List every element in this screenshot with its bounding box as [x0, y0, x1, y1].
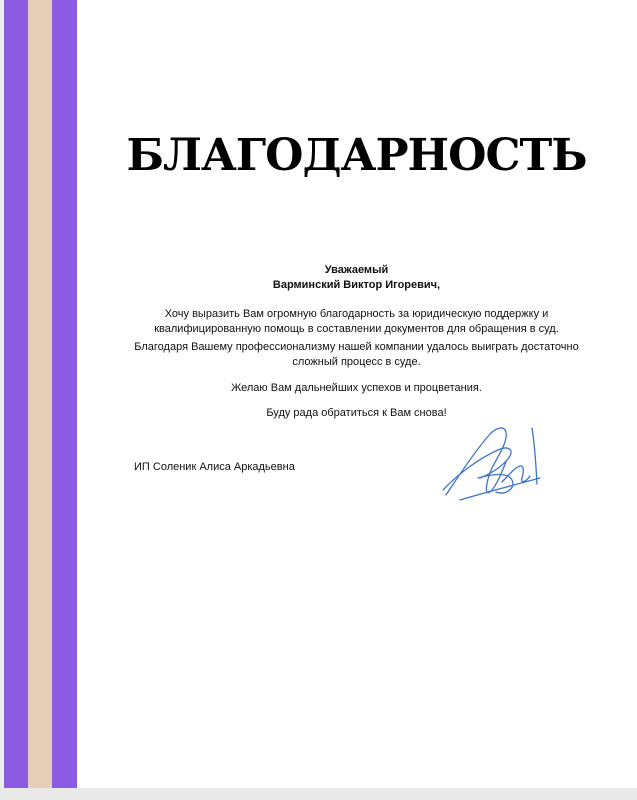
paragraph-1-line-2: квалифицированную помощь в составлении документов для обращения в суд.	[154, 323, 559, 335]
signature-icon	[440, 420, 550, 505]
paragraph-closing: Буду рада обратиться к Вам снова!	[266, 407, 447, 419]
decorative-stripe-purple-right	[52, 0, 77, 788]
document-title: БЛАГОДАРНОСТЬ	[126, 130, 587, 181]
greeting	[95, 263, 618, 293]
paragraph-2-line-1: Благодаря Вашему профессионализму нашей компании удалось выиграть достаточно	[134, 341, 579, 353]
paragraph-gratitude	[95, 307, 618, 337]
greeting-line-1: Уважаемый	[324, 264, 389, 276]
paragraph-1-line-1: Хочу выразить Вам огромную благодарность за юридическую поддержку и	[164, 308, 549, 320]
signer-name: ИП Соленик Алиса Аркадьевна	[134, 461, 295, 473]
decorative-stripe-purple-left	[4, 0, 28, 788]
decorative-stripe-beige	[28, 0, 52, 788]
paragraph-2-line-2: сложный процесс в суде.	[292, 356, 421, 368]
greeting-recipient-name: Варминский Виктор Игоревич,	[272, 279, 441, 291]
bottom-scroll-edge	[0, 788, 637, 800]
paragraph-wishes: Желаю Вам дальнейших успехов и процветания.	[231, 382, 482, 394]
paragraph-professionalism	[95, 340, 618, 370]
